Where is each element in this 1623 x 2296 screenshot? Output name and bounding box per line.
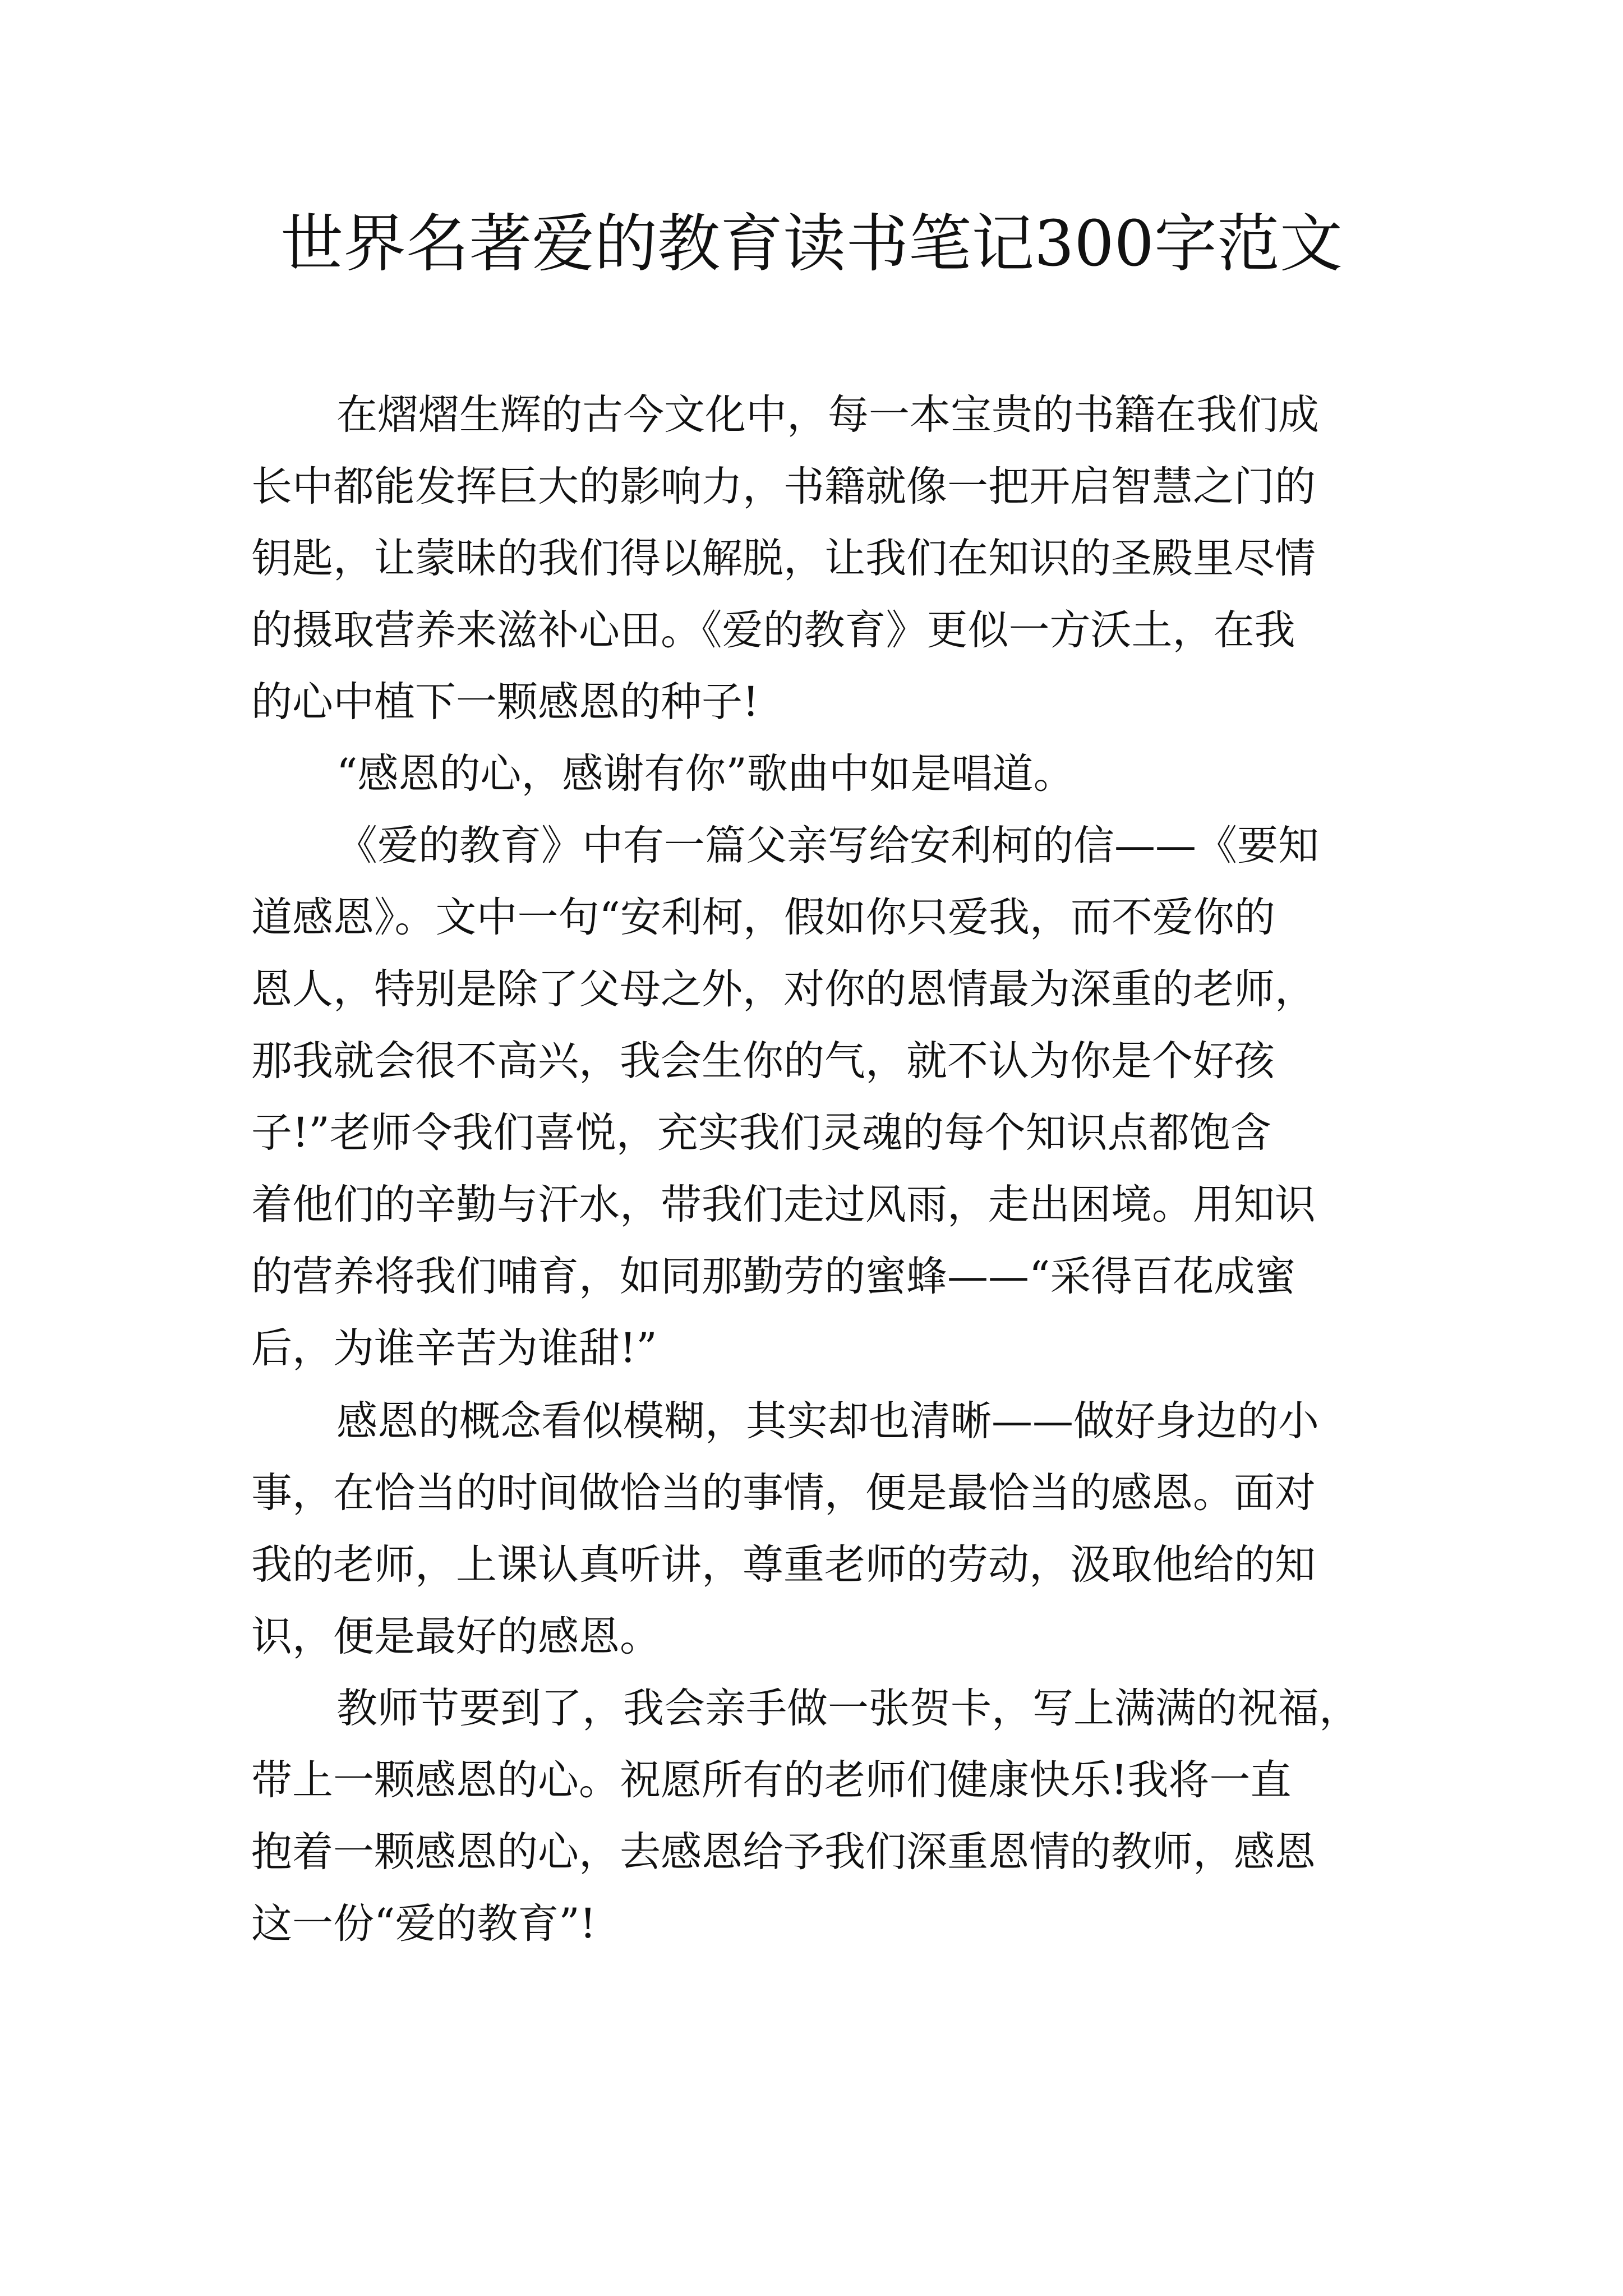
paragraph-3-line-8: 后，为谁辛苦为谁甜!” <box>251 1324 657 1372</box>
paragraph-5-line-3: 抱着一颗感恩的心，去感恩给予我们深重恩情的教师，感恩 <box>251 1828 1316 1876</box>
paragraph-1-line-2: 长中都能发挥巨大的影响力，书籍就像一把开启智慧之门的 <box>251 463 1316 510</box>
paragraph-3-line-6: 着他们的辛勤与汗水，带我们走过风雨，走出困境。用知识 <box>251 1181 1316 1228</box>
paragraph-1-line-1: 在熠熠生辉的古今文化中，每一本宝贵的书籍在我们成 <box>336 391 1319 439</box>
paragraph-4-line-4: 识，便是最好的感恩。 <box>251 1613 661 1660</box>
paragraph-4-line-3: 我的老师，上课认真听讲，尊重老师的劳动，汲取他给的知 <box>251 1541 1316 1589</box>
paragraph-3-line-5: 子!”老师令我们喜悦，充实我们灵魂的每个知识点都饱含 <box>251 1109 1271 1157</box>
paragraph-1-line-3: 钥匙，让蒙昧的我们得以解脱，让我们在知识的圣殿里尽情 <box>251 535 1316 582</box>
paragraph-3-line-7: 的营养将我们哺育，如同那勤劳的蜜蜂——“采得百花成蜜 <box>251 1253 1296 1300</box>
paragraph-4-line-1: 感恩的概念看似模糊，其实却也清晰——做好身边的小 <box>336 1397 1319 1445</box>
paragraph-3-line-2: 道感恩》。文中一句“安利柯，假如你只爱我，而不爱你的 <box>251 894 1275 941</box>
paragraph-3-line-4: 那我就会很不高兴，我会生你的气，就不认为你是个好孩 <box>251 1037 1275 1085</box>
paragraph-5-line-2: 带上一颗感恩的心。祝愿所有的老师们健康快乐!我将一直 <box>251 1756 1292 1804</box>
paragraph-5-line-4: 这一份“爱的教育”! <box>251 1900 596 1948</box>
paragraph-2-line-1: “感恩的心，感谢有你”歌曲中如是唱道。 <box>336 750 1075 798</box>
paragraph-4-line-2: 事，在恰当的时间做恰当的事情，便是最恰当的感恩。面对 <box>251 1469 1316 1517</box>
paragraph-3-line-3: 恩人，特别是除了父母之外，对你的恩情最为深重的老师， <box>251 965 1316 1013</box>
paragraph-5-line-1: 教师节要到了，我会亲手做一张贺卡，写上满满的祝福， <box>336 1685 1360 1732</box>
paragraph-3-line-1: 《爱的教育》中有一篇父亲写给安利柯的信——《要知 <box>336 822 1319 869</box>
paragraph-1-line-5: 的心中植下一颗感恩的种子! <box>251 678 759 726</box>
paragraph-1-line-4: 的摄取营养来滋补心田。《爱的教育》更似一方沃土，在我 <box>251 606 1295 654</box>
document-title: 世界名著爱的教育读书笔记300字范文 <box>280 208 1343 280</box>
